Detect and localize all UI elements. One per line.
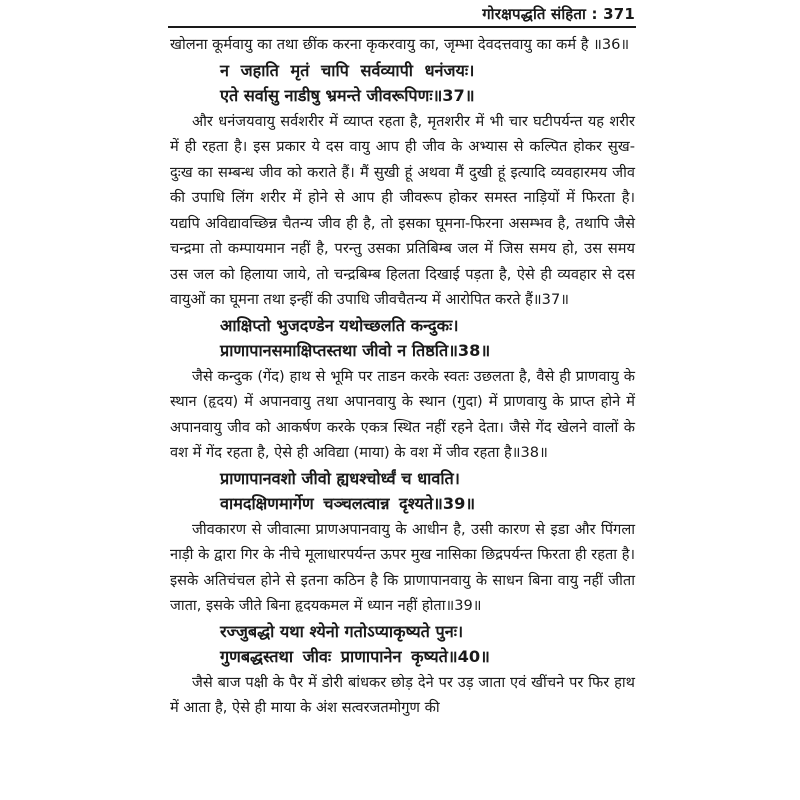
running-header: गोरक्षपद्धति संहिता : 371 xyxy=(482,5,635,23)
verse-40-line-1: रज्जुबद्धो यथा श्येनो गतोऽप्याकृष्यते पुनः। xyxy=(220,621,464,641)
verse-40-line-2: गुणबद्धस्तथा जीवः प्राणापानेन कृष्यते॥40॥ xyxy=(220,647,490,666)
verse-39-line-2: वामदक्षिणमार्गेण चञ्चलत्वान्न दृश्यते॥39॥ xyxy=(220,494,476,513)
header-rule xyxy=(168,26,636,28)
verse-37-line-1: न जहाति मृतं चापि सर्वव्यापी धनंजयः। xyxy=(220,60,475,80)
commentary-paragraph-36: खोलना कूर्मवायु का तथा छींक करना कृकरवायु का, जृम्भा देवदत्तवायु का कर्म है ॥36॥ xyxy=(170,36,630,53)
commentary-paragraph-37: और धनंजयवायु सर्वशरीर में व्याप्त रहता है, मृतशरीर में भी चार घटीपर्यन्त यह शरीर में ही रहता है। इस प्रकार ये दस वायु आप ही जीव के अभ्यास से कल्पित होकर सुख-दुःख का सम्बन्ध जीव को कराते हैं। मैं सुखी हूं अथवा मैं दुखी हूं इत्यादि व्यवहारमय जीव की उपाधि लिंग शरीर में होने से आप ही जीवरूप होकर समस्त नाड़ियों में फिरता है। यद्यपि अविद्यावच्छिन्न चैतन्य जीव ही है, तो इसका घूमना-फिरना असम्भव है, तथापि जैसे चन्द्रमा तो कम्पायमान नहीं है, परन्तु उसका प्रतिबिम्ब जल में जिस समय हो, उस समय उस जल को हिलाया जाये, तो चन्द्रबिम्ब हिलता दिखाई पड़ता है, ऐसे ही व्यवहार से दस वायुओं का घूमना तथा इन्हीं की उपाधि जीवचैतन्य में आरोपित करते हैं॥37॥ xyxy=(170,112,635,308)
verse-37-line-2: एते सर्वासु नाडीषु भ्रमन्ते जीवरूपिणः॥37॥ xyxy=(220,86,475,105)
commentary-paragraph-40: जैसे बाज पक्षी के पैर में डोरी बांधकर छोड़ देने पर उड़ जाता एवं खींचने पर फिर हाथ में आता है, ऐसे ही माया के अंश सत्वरजतमोगुण की xyxy=(170,673,635,716)
verse-38-line-2: प्राणापानसमाक्षिप्तस्तथा जीवो न तिष्ठति॥38॥ xyxy=(220,341,491,360)
verse-38-line-1: आक्षिप्तो भुजदण्डेन यथोच्छलति कन्दुकः। xyxy=(220,315,459,335)
commentary-paragraph-38: जैसे कन्दुक (गेंद) हाथ से भूमि पर ताडन करके स्वतः उछलता है, वैसे ही प्राणवायु के स्थान (हृदय) में अपानवायु तथा अपानवायु के स्थान (गुदा) में प्राणवायु के प्राप्त होने में अपानवायु जीव को आकर्षण करके एकत्र स्थित नहीं रहने देता। जैसे गेंद खेलने वालों के वश में गेंद रहता है, ऐसे ही अविद्या (माया) के वश में जीव रहता है॥38॥ xyxy=(170,367,635,461)
commentary-paragraph-39: जीवकारण से जीवात्मा प्राणअपानवायु के आधीन है, उसी कारण से इडा और पिंगला नाड़ी के द्वारा गिर के नीचे मूलाधारपर्यन्त ऊपर मुख नासिका छिद्रपर्यन्त फिरता ही रहता है। इसके अतिचंचल होने से इतना कठिन है कि प्राणापानवायु के साधन बिना वायु नहीं जीता जाता, इसके जीते बिना हृदयकमल में ध्यान नहीं होता॥39॥ xyxy=(170,520,635,614)
verse-39-line-1: प्राणापानवशो जीवो ह्यधश्चोर्ध्वं च धावति। xyxy=(220,468,460,488)
page-body xyxy=(170,32,635,721)
